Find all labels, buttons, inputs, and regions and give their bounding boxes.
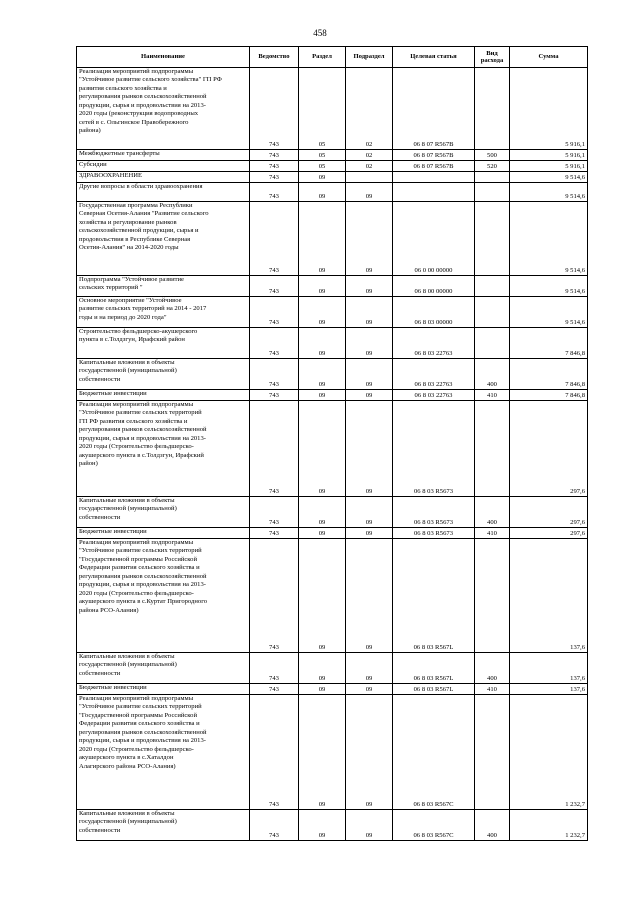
cell-expense-type	[475, 68, 510, 150]
table-row	[77, 183, 588, 202]
cell-subsection: 09	[346, 539, 393, 653]
cell-section: 09	[299, 202, 346, 276]
table-row	[77, 401, 588, 497]
table-row	[77, 202, 588, 276]
row-name-text: Реализация мероприятий подпрограммы "Устойчивое развитие сельских территорий ГП РФ развития сельского хозяйства и регулирования рынков сельскохозяйственной продукции, сырья и продовольствия на 2013- 2020 годы (Строительство фельдшерско- акушерского пункта в с.Толдзгун, Ирафский район)	[79, 401, 207, 468]
header-dept: Ведомство	[250, 47, 299, 68]
cell-dept: 743	[250, 401, 299, 497]
cell-name	[77, 390, 250, 401]
row-name-text: Реализация мероприятий подпрограммы "Устойчивое развитие сельских территорий "Государственной программы Российской Федерации развития сельского хозяйства и регулирования рынков сельскохозяйственной продукции, сырья и продовольствия на 2013- 2020 годы (Строительство фельдшерско- акушерского пункта в с.Хаталдон Алагирского района РСО-Алания)	[79, 695, 207, 770]
table-row	[77, 810, 588, 841]
cell-sum: 137,6	[510, 684, 588, 695]
cell-name	[77, 150, 250, 161]
cell-expense-type	[475, 695, 510, 810]
cell-target: 06 0 00 00000	[393, 202, 475, 276]
cell-sum: 297,6	[510, 497, 588, 528]
cell-sum: 1 232,7	[510, 810, 588, 841]
cell-sum: 9 514,6	[510, 183, 588, 202]
row-name-text: Бюджетные инвестиции	[79, 528, 147, 535]
cell-section: 09	[299, 528, 346, 539]
cell-name	[77, 653, 250, 684]
header-section: Раздел	[299, 47, 346, 68]
table-row	[77, 539, 588, 653]
row-name-text: Капитальные вложения в объекты государственной (муниципальной) собственности	[79, 497, 177, 521]
row-name-text: Капитальные вложения в объекты государственной (муниципальной) собственности	[79, 653, 177, 677]
cell-target: 06 8 07 R567B	[393, 161, 475, 172]
cell-name	[77, 401, 250, 497]
cell-target: 06 8 03 R567L	[393, 684, 475, 695]
cell-section: 09	[299, 401, 346, 497]
cell-sum: 297,6	[510, 528, 588, 539]
cell-name	[77, 528, 250, 539]
cell-dept: 743	[250, 276, 299, 297]
table-row	[77, 172, 588, 183]
cell-expense-type	[475, 328, 510, 359]
cell-sum: 5 916,1	[510, 68, 588, 150]
cell-target: 06 8 03 R5673	[393, 401, 475, 497]
cell-dept: 743	[250, 528, 299, 539]
cell-section: 09	[299, 810, 346, 841]
cell-subsection: 09	[346, 684, 393, 695]
table-row	[77, 150, 588, 161]
cell-expense-type	[475, 297, 510, 328]
cell-section: 09	[299, 328, 346, 359]
cell-dept: 743	[250, 297, 299, 328]
cell-subsection: 09	[346, 276, 393, 297]
cell-name	[77, 276, 250, 297]
cell-dept: 743	[250, 202, 299, 276]
cell-target: 06 8 03 R5673	[393, 528, 475, 539]
cell-sum: 9 514,6	[510, 276, 588, 297]
page-number: 458	[313, 28, 327, 38]
cell-sum: 297,6	[510, 401, 588, 497]
cell-dept: 743	[250, 328, 299, 359]
cell-section: 05	[299, 150, 346, 161]
cell-name	[77, 684, 250, 695]
cell-expense-type: 400	[475, 810, 510, 841]
cell-section: 09	[299, 539, 346, 653]
cell-target: 06 8 03 R567L	[393, 539, 475, 653]
cell-name	[77, 539, 250, 653]
table-header-row	[77, 47, 588, 68]
cell-name	[77, 359, 250, 390]
cell-sum: 137,6	[510, 539, 588, 653]
cell-sum: 1 232,7	[510, 695, 588, 810]
cell-name	[77, 328, 250, 359]
cell-sum: 137,6	[510, 653, 588, 684]
cell-dept: 743	[250, 695, 299, 810]
table-row	[77, 161, 588, 172]
cell-expense-type: 400	[475, 653, 510, 684]
cell-dept: 743	[250, 161, 299, 172]
cell-section: 09	[299, 297, 346, 328]
cell-target: 06 8 00 00000	[393, 276, 475, 297]
cell-section: 09	[299, 695, 346, 810]
row-name-text: Основное мероприятие "Устойчивое развитие сельских территорий на 2014 - 2017 годы и на период до 2020 года"	[79, 297, 207, 321]
cell-name	[77, 161, 250, 172]
cell-dept: 743	[250, 810, 299, 841]
row-name-text: Капитальные вложения в объекты государственной (муниципальной) собственности	[79, 359, 177, 383]
cell-subsection: 02	[346, 150, 393, 161]
cell-subsection: 09	[346, 183, 393, 202]
cell-name	[77, 810, 250, 841]
cell-subsection: 09	[346, 401, 393, 497]
cell-name	[77, 68, 250, 150]
cell-subsection: 09	[346, 653, 393, 684]
cell-dept: 743	[250, 653, 299, 684]
cell-sum: 5 916,1	[510, 161, 588, 172]
cell-subsection: 09	[346, 695, 393, 810]
table-row	[77, 653, 588, 684]
cell-dept: 743	[250, 172, 299, 183]
cell-sum: 7 846,8	[510, 359, 588, 390]
cell-expense-type	[475, 276, 510, 297]
cell-target: 06 8 03 00000	[393, 297, 475, 328]
table-row	[77, 328, 588, 359]
row-name-text: Субсидии	[79, 161, 107, 168]
cell-name	[77, 695, 250, 810]
cell-sum: 9 514,6	[510, 297, 588, 328]
table-row	[77, 390, 588, 401]
row-name-text: Подпрограмма "Устойчивое развитие сельских территорий "	[79, 276, 184, 292]
budget-table	[76, 46, 588, 841]
table-body	[77, 68, 588, 841]
cell-section: 05	[299, 161, 346, 172]
cell-subsection: 09	[346, 497, 393, 528]
header-name: Наименование	[77, 47, 250, 68]
cell-subsection: 02	[346, 68, 393, 150]
cell-target: 06 8 03 R567L	[393, 653, 475, 684]
table-row	[77, 528, 588, 539]
table-row	[77, 276, 588, 297]
cell-name	[77, 297, 250, 328]
header-sum: Сумма	[510, 47, 588, 68]
cell-target: 06 8 03 22763	[393, 328, 475, 359]
cell-subsection: 09	[346, 390, 393, 401]
cell-sum: 7 846,8	[510, 390, 588, 401]
cell-target: 06 8 07 R567B	[393, 150, 475, 161]
cell-name	[77, 183, 250, 202]
table-row	[77, 497, 588, 528]
cell-expense-type	[475, 183, 510, 202]
cell-dept: 743	[250, 183, 299, 202]
row-name-text: Капитальные вложения в объекты государственной (муниципальной) собственности	[79, 810, 177, 834]
cell-dept: 743	[250, 359, 299, 390]
cell-dept: 743	[250, 390, 299, 401]
cell-section: 05	[299, 68, 346, 150]
table-row	[77, 68, 588, 150]
cell-target	[393, 183, 475, 202]
cell-target: 06 8 03 22763	[393, 390, 475, 401]
row-name-text: Строительство фельдшерско-акушерского пункта в с.Толдзгун, Ирафский район	[79, 328, 198, 344]
cell-dept: 743	[250, 68, 299, 150]
cell-sum: 9 514,6	[510, 172, 588, 183]
cell-expense-type	[475, 172, 510, 183]
cell-sum: 9 514,6	[510, 202, 588, 276]
cell-target: 06 8 03 R567C	[393, 695, 475, 810]
cell-subsection: 09	[346, 202, 393, 276]
cell-section: 09	[299, 390, 346, 401]
cell-subsection	[346, 172, 393, 183]
cell-expense-type: 400	[475, 359, 510, 390]
cell-dept: 743	[250, 497, 299, 528]
header-target: Целевая статья	[393, 47, 475, 68]
row-name-text: Бюджетные инвестиции	[79, 390, 147, 397]
cell-expense-type: 500	[475, 150, 510, 161]
cell-target: 06 8 03 R567C	[393, 810, 475, 841]
table-row	[77, 695, 588, 810]
cell-expense-type: 520	[475, 161, 510, 172]
cell-subsection: 09	[346, 528, 393, 539]
cell-subsection: 02	[346, 161, 393, 172]
table-row	[77, 684, 588, 695]
cell-section: 09	[299, 276, 346, 297]
cell-expense-type	[475, 401, 510, 497]
cell-expense-type	[475, 202, 510, 276]
cell-expense-type	[475, 539, 510, 653]
row-name-text: Межбюджетные трансферты	[79, 150, 160, 157]
cell-expense-type: 400	[475, 497, 510, 528]
cell-target	[393, 172, 475, 183]
header-expense-type: Вид расхода	[475, 47, 510, 68]
cell-subsection: 09	[346, 328, 393, 359]
row-name-text: ЗДРАВООХРАНЕНИЕ	[79, 172, 143, 179]
cell-section: 09	[299, 684, 346, 695]
cell-target: 06 8 07 R567B	[393, 68, 475, 150]
cell-section: 09	[299, 172, 346, 183]
table-row	[77, 297, 588, 328]
cell-subsection: 09	[346, 359, 393, 390]
cell-expense-type: 410	[475, 684, 510, 695]
cell-sum: 7 846,8	[510, 328, 588, 359]
cell-sum: 5 916,1	[510, 150, 588, 161]
cell-subsection: 09	[346, 297, 393, 328]
row-name-text: Реализация мероприятий подпрограммы "Устойчивое развитие сельских территорий "Государственной программы Российской Федерации развития сельского хозяйства и регулирования рынков сельскохозяйственной продукции, сырья и продовольствия на 2013- 2020 годы (Строительство фельдшерско- акушерского пункта в с.Куртат Пригородного района РСО-Алания)	[79, 539, 208, 614]
cell-section: 09	[299, 359, 346, 390]
cell-section: 09	[299, 183, 346, 202]
row-name-text: Другие вопросы в области здравоохранения	[79, 183, 203, 190]
cell-name	[77, 497, 250, 528]
row-name-text: Государственная программа Республики Северная Осетия-Алания "Развитие сельского хозяйства и регулирование рынков сельскохозяйственной продукции, сырья и продовольствия в Республике Северная Осетия-Алания" на 2014-2020 годы	[79, 202, 209, 252]
cell-expense-type: 410	[475, 390, 510, 401]
cell-subsection: 09	[346, 810, 393, 841]
cell-target: 06 8 03 R5673	[393, 497, 475, 528]
cell-section: 09	[299, 497, 346, 528]
header-subsection: Подраздел	[346, 47, 393, 68]
cell-expense-type: 410	[475, 528, 510, 539]
cell-name	[77, 202, 250, 276]
row-name-text: Бюджетные инвестиции	[79, 684, 147, 691]
cell-dept: 743	[250, 539, 299, 653]
row-name-text: Реализация мероприятий подпрограммы "Устойчивое развитие сельского хозяйства" ГП РФ развития сельского хозяйства и регулирования рынков сельскохозяйственной продукции, сырья и продовольствия на 2013- 2020 годы (реконструкция водопроводных сетей в с. Ольгинское Правобережного района)	[79, 68, 222, 135]
cell-dept: 743	[250, 684, 299, 695]
table-row	[77, 359, 588, 390]
cell-target: 06 8 03 22763	[393, 359, 475, 390]
cell-section: 09	[299, 653, 346, 684]
cell-dept: 743	[250, 150, 299, 161]
cell-name	[77, 172, 250, 183]
